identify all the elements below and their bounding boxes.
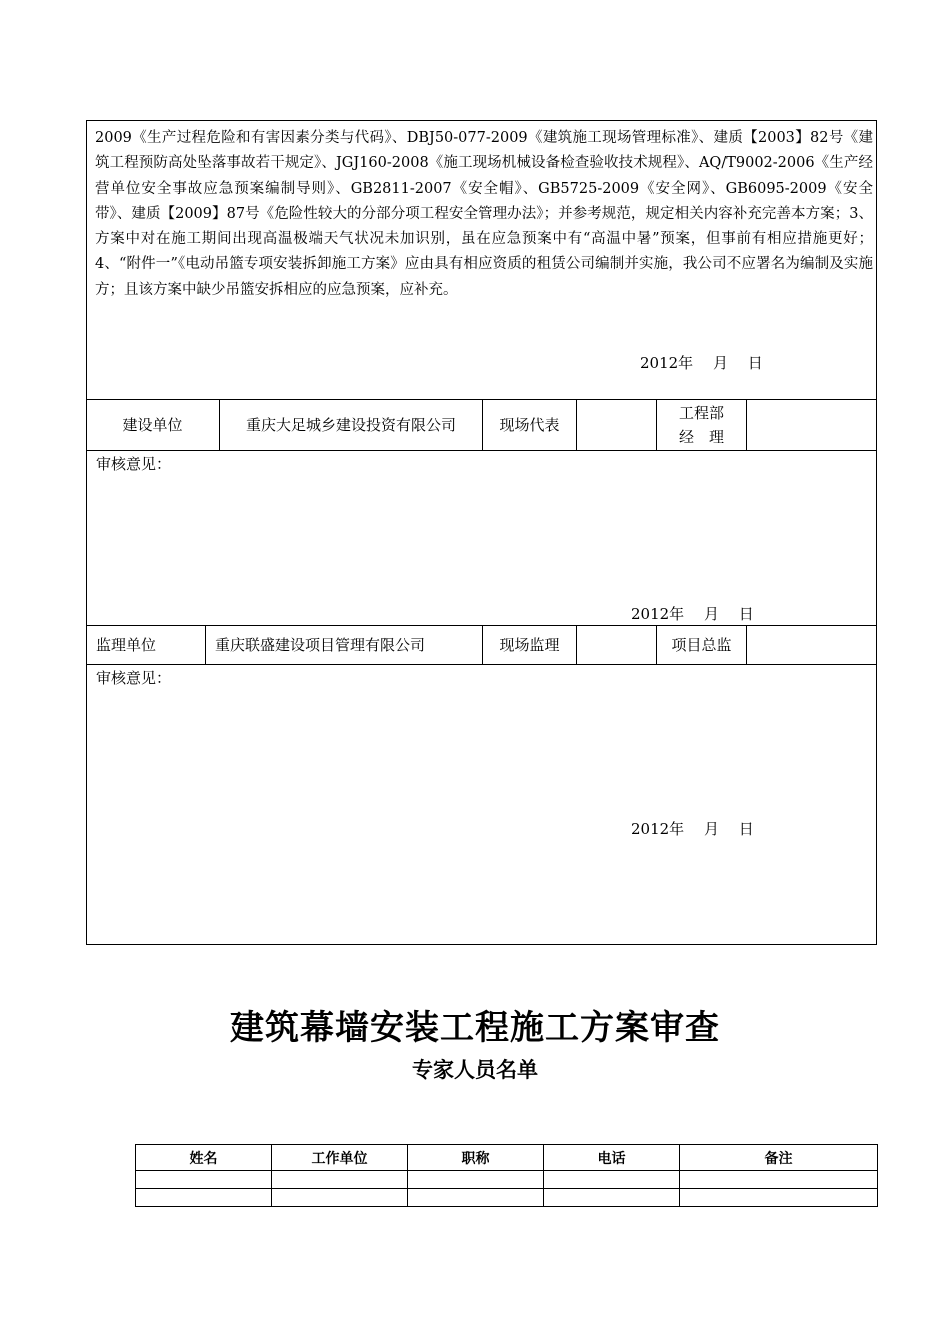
table-cell <box>136 1189 272 1207</box>
owner-review-date: 2012年 月 日 <box>631 605 754 623</box>
experts-table <box>135 1144 878 1207</box>
table-cell <box>272 1171 408 1189</box>
table-cell <box>544 1171 680 1189</box>
header-title: 职称 <box>408 1145 544 1171</box>
table-cell <box>408 1171 544 1189</box>
table-cell <box>680 1189 878 1207</box>
supervisor-company: 重庆联盛建设项目管理有限公司 <box>206 625 483 665</box>
header-phone: 电话 <box>544 1145 680 1171</box>
owner-manager-label <box>657 399 747 451</box>
supervisor-review-label: 审核意见： <box>96 669 172 687</box>
table-cell <box>680 1171 878 1189</box>
owner-manager-value <box>747 399 877 451</box>
owner-review-cell <box>86 450 877 626</box>
supervisor-review-cell <box>86 664 877 945</box>
table-row <box>136 1189 878 1207</box>
experts-header-row <box>136 1145 878 1171</box>
owner-rep-value <box>577 399 657 451</box>
supervisor-label: 监理单位 <box>86 625 206 665</box>
table-cell <box>544 1189 680 1207</box>
page-subtitle: 专家人员名单 <box>412 1057 538 1082</box>
page-title: 建筑幕墙安装工程施工方案审查 <box>230 1008 720 1048</box>
manager-label-line-1: 工程部 <box>678 404 724 422</box>
owner-rep-label: 现场代表 <box>483 399 577 451</box>
owner-label: 建设单位 <box>86 399 220 451</box>
opinion-date: 2012年 月 日 <box>640 354 763 372</box>
header-organization: 工作单位 <box>272 1145 408 1171</box>
manager-label-line-2: 经 理 <box>678 428 724 446</box>
owner-company: 重庆大足城乡建设投资有限公司 <box>220 399 483 451</box>
review-text: 2009《生产过程危险和有害因素分类与代码》、DBJ50-077-2009《建筑施工现场管理标准》、建质【2003】82号《建筑工程预防高处坠落事故若干规定》、JGJ160-2008《施工现场机械设备检查验收技术规程》、AQ/T9002-2006《生产经营单位安全事故应急预案编制导则》、GB2811-2007《安全帽》、GB5725-2009《安全网》、GB6095-2009《安全带》、建质【2009】87号《危险性较大的分部分项工程安全管理办法》；并参考规范，规定相关内容补充完善本方案；3、方案中对在施工期间出现高温极端天气状况未加识别，虽在应急预案中有“高温中暑”预案，但事前有相应措施更好；4、“附件一”《电动吊篮专项安装拆卸施工方案》应由具有相应资质的租赁公司编制并实施，我公司不应署名为编制及实施方；且该方案中缺少吊篮安拆相应的应急预案，应补充。 <box>95 130 873 298</box>
supervisor-rep-label: 现场监理 <box>483 625 577 665</box>
supervisor-rep-value <box>577 625 657 665</box>
supervisor-review-date: 2012年 月 日 <box>631 820 754 838</box>
table-cell <box>272 1189 408 1207</box>
supervisor-chief-value <box>747 625 877 665</box>
table-row <box>136 1171 878 1189</box>
header-remarks: 备注 <box>680 1145 878 1171</box>
table-cell <box>136 1171 272 1189</box>
header-name: 姓名 <box>136 1145 272 1171</box>
table-cell <box>408 1189 544 1207</box>
supervisor-chief-label: 项目总监 <box>657 625 747 665</box>
owner-review-label: 审核意见： <box>96 455 172 473</box>
